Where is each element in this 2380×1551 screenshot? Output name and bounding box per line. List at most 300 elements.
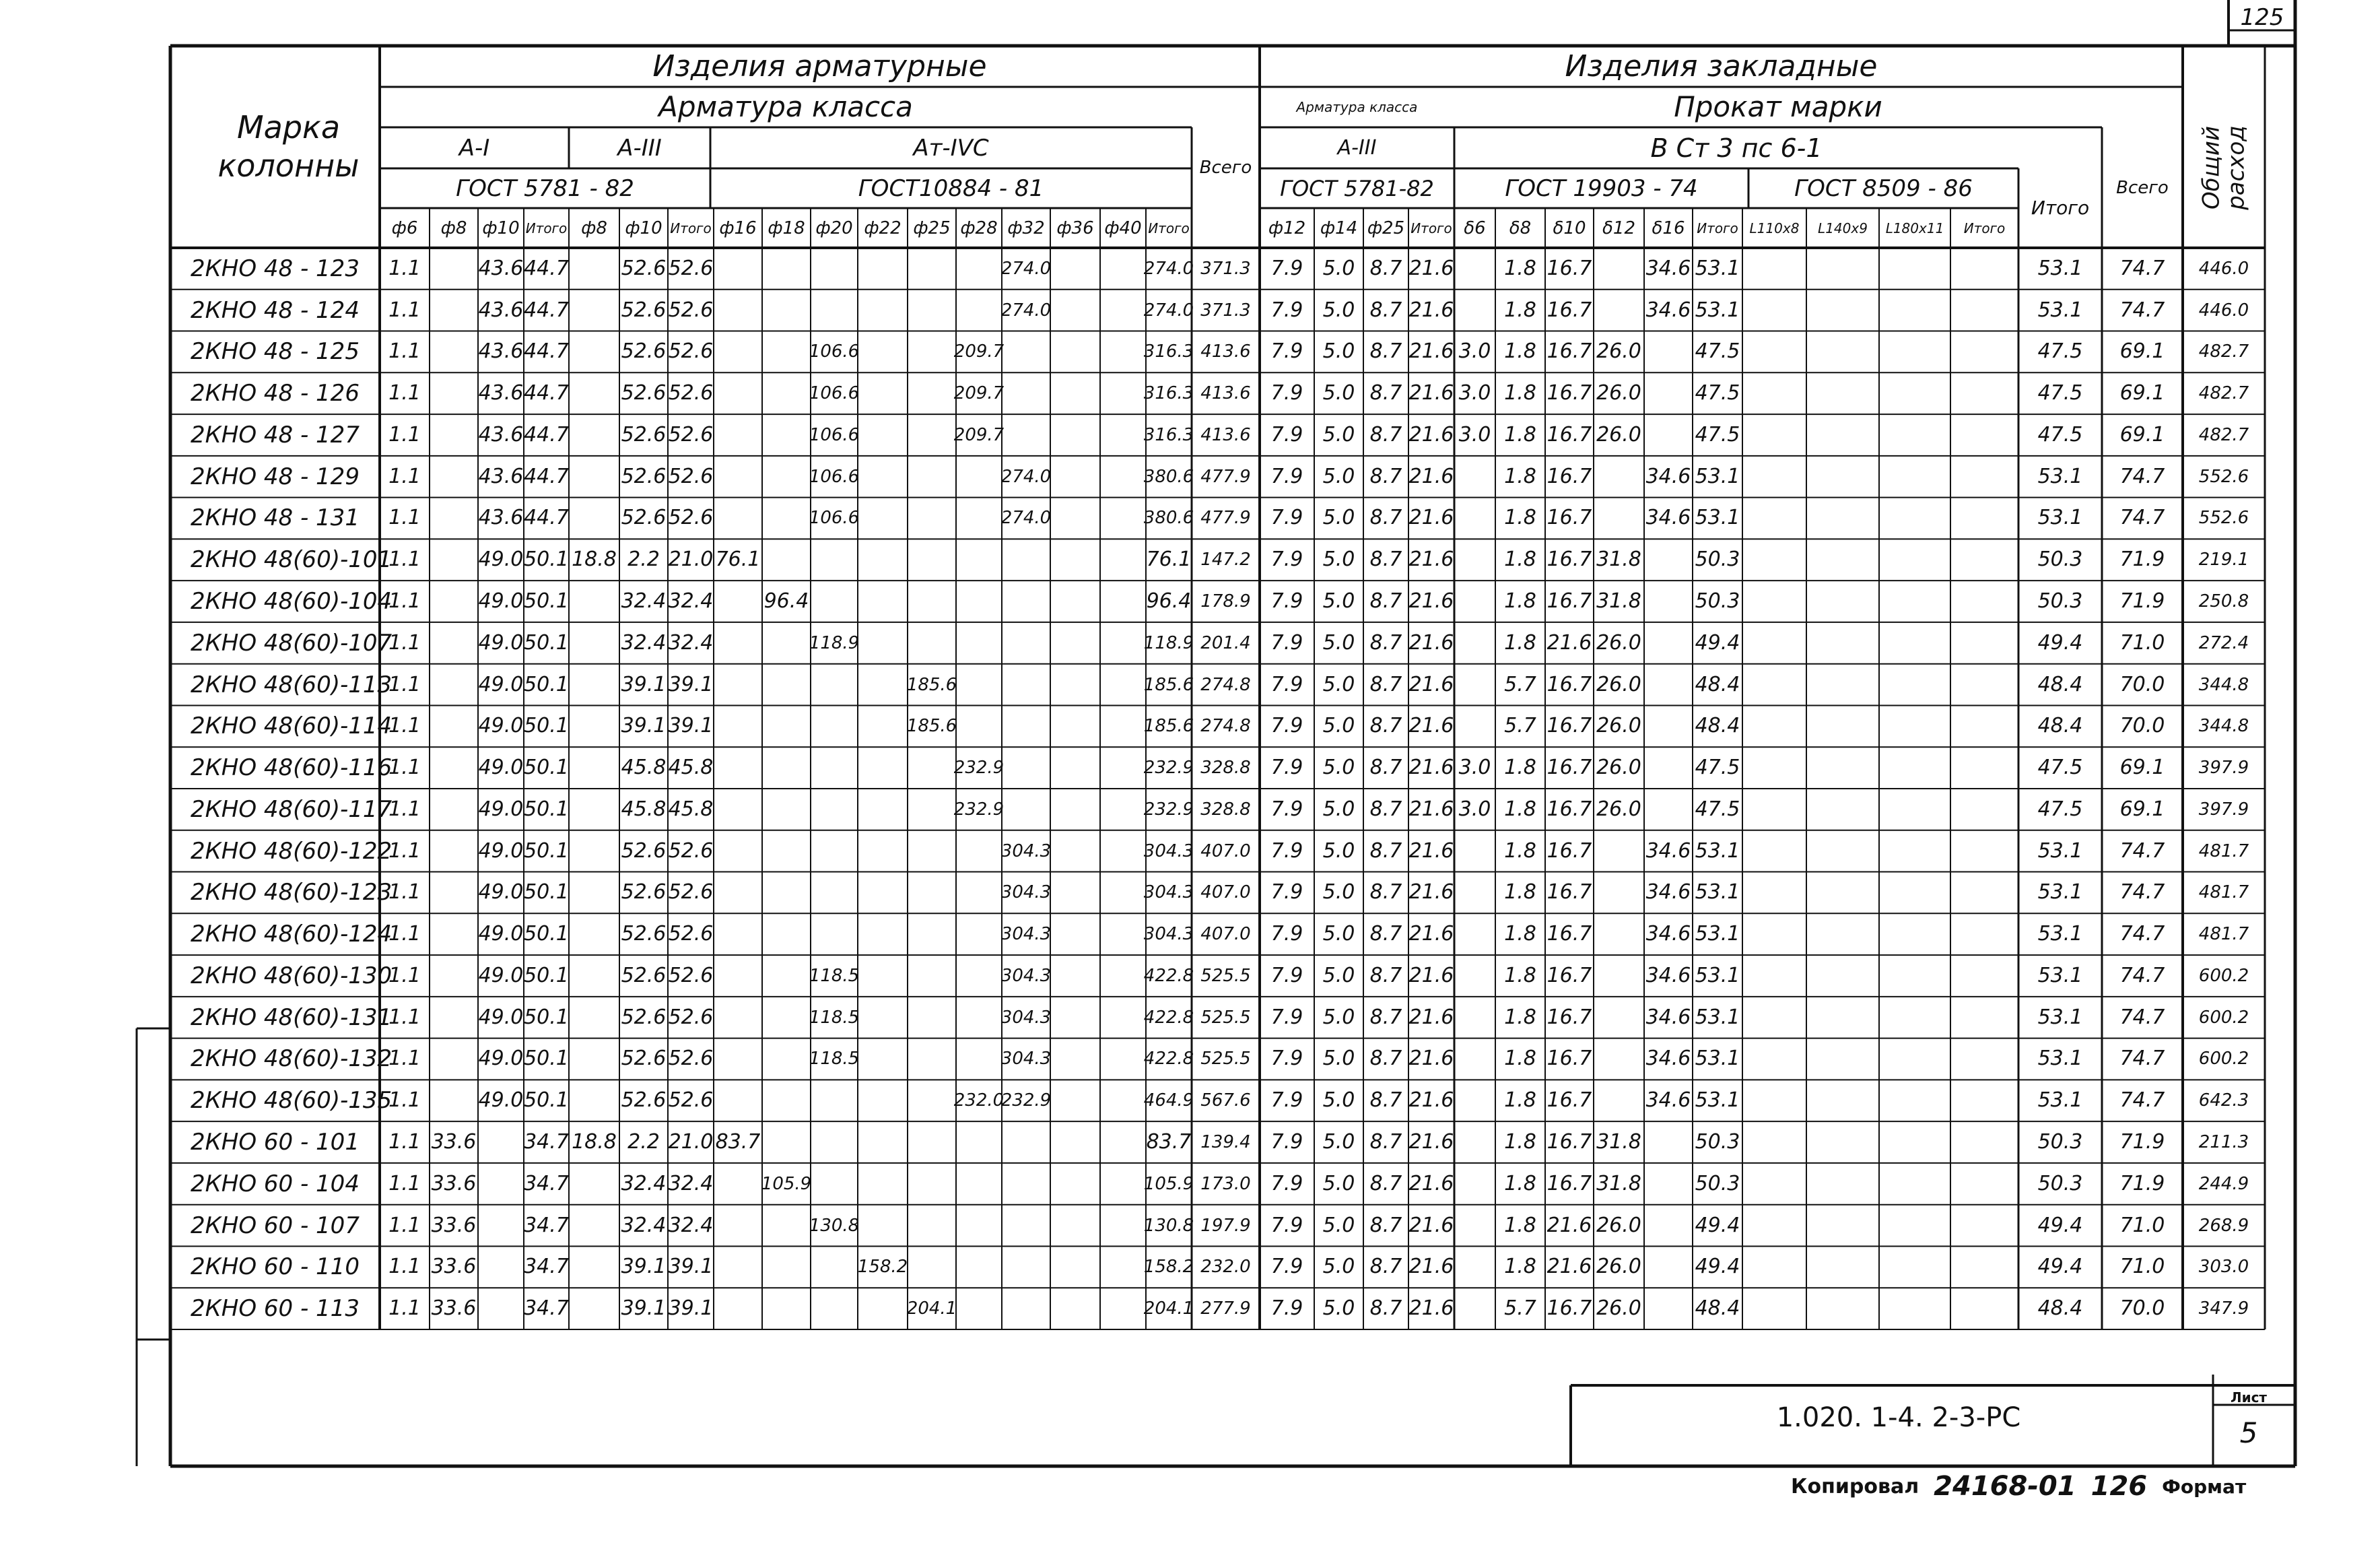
table-cell: 48.4 xyxy=(1695,672,1740,696)
table-cell: 49.0 xyxy=(478,714,524,738)
table-cell: 272.4 xyxy=(2198,632,2249,653)
table-cell: 74.7 xyxy=(2119,298,2165,322)
table-cell: 525.5 xyxy=(1200,965,1251,986)
table-cell: 71.0 xyxy=(2119,630,2165,655)
table-cell: 50.3 xyxy=(1695,589,1740,614)
row-mark: 2КНО 48 - 125 xyxy=(191,338,360,366)
table-cell: 50.3 xyxy=(1695,1171,1740,1195)
table-cell: 50.1 xyxy=(524,1047,569,1071)
table-cell: 16.7 xyxy=(1546,672,1592,696)
table-cell: 1.1 xyxy=(388,1213,421,1237)
table-cell: 1.1 xyxy=(388,756,421,780)
table-cell: 21.6 xyxy=(1408,756,1454,780)
table-cell: 74.7 xyxy=(2119,1047,2165,1071)
table-cell: 232.9 xyxy=(953,799,1005,820)
table-cell: 8.7 xyxy=(1369,256,1402,280)
table-cell: 1.8 xyxy=(1504,548,1536,572)
table-cell: 197.9 xyxy=(1200,1215,1251,1236)
table-cell: 53.1 xyxy=(1695,922,1740,946)
row-mark: 2КНО 48 - 126 xyxy=(191,380,360,407)
row-mark: 2КНО 48(60)-122 xyxy=(191,837,393,865)
table-cell: 1.8 xyxy=(1504,922,1536,946)
table-cell: 328.8 xyxy=(1200,758,1251,779)
table-cell: 8.7 xyxy=(1369,464,1402,488)
subcolumn-header: ф8 xyxy=(581,218,607,238)
table-cell: 7.9 xyxy=(1270,548,1303,572)
table-cell: 26.0 xyxy=(1596,339,1641,364)
subcolumn-header: Итого xyxy=(1410,220,1452,236)
table-cell: 44.7 xyxy=(524,381,569,405)
table-cell: 69.1 xyxy=(2119,756,2165,780)
table-cell: 52.6 xyxy=(668,1005,714,1029)
table-cell: 16.7 xyxy=(1546,298,1592,322)
table-cell: 21.6 xyxy=(1408,256,1454,280)
table-cell: 5.0 xyxy=(1322,838,1355,863)
table-cell: 1.8 xyxy=(1504,797,1536,821)
table-cell: 344.8 xyxy=(2198,716,2249,737)
table-cell: 53.1 xyxy=(1695,506,1740,530)
table-cell: 232.9 xyxy=(1143,758,1194,779)
table-cell: 26.0 xyxy=(1596,422,1641,447)
row-mark: 2КНО 48(60)-116 xyxy=(191,754,393,782)
table-cell: 304.3 xyxy=(1000,1049,1052,1069)
table-cell: 201.4 xyxy=(1200,632,1251,653)
table-cell: 277.9 xyxy=(1200,1298,1251,1319)
table-cell: 16.7 xyxy=(1546,963,1592,987)
table-cell: 52.6 xyxy=(621,339,667,364)
table-cell: 26.0 xyxy=(1596,1296,1641,1321)
table-cell: 52.6 xyxy=(621,1005,667,1029)
table-cell: 422.8 xyxy=(1143,1049,1194,1069)
table-cell: 49.0 xyxy=(478,1047,524,1071)
table-cell: 50.1 xyxy=(524,838,569,863)
table-cell: 31.8 xyxy=(1596,548,1641,572)
table-cell: 52.6 xyxy=(668,381,714,405)
row-mark: 2КНО 48(60)-124 xyxy=(191,921,393,948)
table-cell: 33.6 xyxy=(431,1171,477,1195)
table-cell: 53.1 xyxy=(2037,1088,2083,1113)
table-cell: 118.9 xyxy=(809,632,860,653)
table-cell: 47.5 xyxy=(2037,756,2083,780)
subcolumn-header: δ16 xyxy=(1652,218,1685,238)
table-cell: 52.6 xyxy=(668,506,714,530)
table-cell: 21.6 xyxy=(1546,630,1592,655)
table-cell: 70.0 xyxy=(2119,1296,2165,1321)
table-cell: 71.0 xyxy=(2119,1213,2165,1237)
table-cell: 52.6 xyxy=(668,464,714,488)
table-cell: 185.6 xyxy=(906,716,957,737)
table-cell: 48.4 xyxy=(2037,1296,2083,1321)
table-cell: 21.6 xyxy=(1408,838,1454,863)
table-cell: 16.7 xyxy=(1546,1088,1592,1113)
table-cell: 274.0 xyxy=(1000,466,1052,487)
table-cell: 26.0 xyxy=(1596,381,1641,405)
order-number: 24168-01 xyxy=(1934,1471,2076,1502)
table-cell: 1.1 xyxy=(388,1171,421,1195)
table-cell: 69.1 xyxy=(2119,422,2165,447)
table-cell: 74.7 xyxy=(2119,880,2165,904)
table-cell: 21.6 xyxy=(1408,464,1454,488)
table-cell: 45.8 xyxy=(668,797,714,821)
table-cell: 7.9 xyxy=(1270,756,1303,780)
table-cell: 39.1 xyxy=(621,672,667,696)
table-cell: 209.7 xyxy=(953,424,1005,445)
row-mark: 2КНО 48(60)-135 xyxy=(191,1087,393,1115)
table-cell: 1.8 xyxy=(1504,1047,1536,1071)
table-cell: 464.9 xyxy=(1143,1090,1194,1111)
table-cell: 39.1 xyxy=(668,714,714,738)
table-cell: 209.7 xyxy=(953,383,1005,404)
table-cell: 304.3 xyxy=(1000,840,1052,861)
table-cell: 7.9 xyxy=(1270,339,1303,364)
table-cell: 50.3 xyxy=(1695,1130,1740,1154)
table-cell: 5.0 xyxy=(1322,922,1355,946)
table-cell: 211.3 xyxy=(2198,1132,2249,1153)
table-cell: 232.9 xyxy=(1143,799,1194,820)
table-cell: 32.4 xyxy=(668,1213,714,1237)
table-cell: 48.4 xyxy=(1695,1296,1740,1321)
table-cell: 5.0 xyxy=(1322,797,1355,821)
table-cell: 7.9 xyxy=(1270,797,1303,821)
table-cell: 7.9 xyxy=(1270,838,1303,863)
table-cell: 600.2 xyxy=(2198,1049,2249,1069)
table-cell: 34.6 xyxy=(1645,1005,1691,1029)
subcolumn-header: ф12 xyxy=(1268,218,1306,238)
table-cell: 567.6 xyxy=(1200,1090,1251,1111)
table-cell: 21.6 xyxy=(1408,797,1454,821)
table-cell: 7.9 xyxy=(1270,298,1303,322)
table-cell: 8.7 xyxy=(1369,339,1402,364)
table-cell: 5.0 xyxy=(1322,1171,1355,1195)
table-cell: 50.3 xyxy=(1695,548,1740,572)
table-cell: 43.6 xyxy=(478,298,524,322)
row-mark: 2КНО 48(60)-117 xyxy=(191,795,393,823)
table-cell: 44.7 xyxy=(524,339,569,364)
table-cell: 32.4 xyxy=(668,1171,714,1195)
table-cell: 481.7 xyxy=(2198,882,2249,903)
table-cell: 53.1 xyxy=(1695,1047,1740,1071)
table-cell: 52.6 xyxy=(668,422,714,447)
table-cell: 8.7 xyxy=(1369,963,1402,987)
table-cell: 1.1 xyxy=(388,714,421,738)
table-cell: 204.1 xyxy=(906,1298,957,1319)
subcolumn-header: ф36 xyxy=(1056,218,1094,238)
table-cell: 39.1 xyxy=(621,1255,667,1279)
table-cell: 39.1 xyxy=(668,672,714,696)
table-cell: 8.7 xyxy=(1369,589,1402,614)
row-mark: 2КНО 60 - 107 xyxy=(191,1212,360,1239)
table-cell: 53.1 xyxy=(2037,464,2083,488)
table-cell: 482.7 xyxy=(2198,424,2249,445)
subcolumn-header: ф16 xyxy=(719,218,757,238)
table-cell: 53.1 xyxy=(1695,963,1740,987)
table-cell: 642.3 xyxy=(2198,1090,2249,1111)
subcolumn-header: L140x9 xyxy=(1818,220,1868,236)
table-cell: 74.7 xyxy=(2119,464,2165,488)
table-cell: 21.6 xyxy=(1408,1088,1454,1113)
table-cell: 413.6 xyxy=(1200,341,1251,362)
table-cell: 50.1 xyxy=(524,922,569,946)
table-cell: 21.6 xyxy=(1546,1213,1592,1237)
row-mark: 2КНО 48(60)-132 xyxy=(191,1045,393,1073)
table-cell: 47.5 xyxy=(2037,381,2083,405)
subcolumn-header: δ12 xyxy=(1602,218,1635,238)
table-cell: 16.7 xyxy=(1546,422,1592,447)
table-cell: 39.1 xyxy=(621,714,667,738)
table-cell: 21.6 xyxy=(1408,381,1454,405)
subcolumn-header: ф22 xyxy=(864,218,902,238)
overall-consumption-header: Общий расход xyxy=(2197,125,2249,210)
table-cell: 71.9 xyxy=(2119,1130,2165,1154)
table-cell: 34.6 xyxy=(1645,506,1691,530)
embedded-total-header: Всего xyxy=(2116,177,2169,198)
table-cell: 274.8 xyxy=(1200,674,1251,695)
table-cell: 21.6 xyxy=(1408,672,1454,696)
table-cell: 1.1 xyxy=(388,1255,421,1279)
table-cell: 50.1 xyxy=(524,589,569,614)
subcolumn-header: δ6 xyxy=(1464,218,1486,238)
table-cell: 477.9 xyxy=(1200,466,1251,487)
table-cell: 525.5 xyxy=(1200,1049,1251,1069)
table-cell: 7.9 xyxy=(1270,1005,1303,1029)
table-cell: 74.7 xyxy=(2119,1088,2165,1113)
table-cell: 147.2 xyxy=(1200,550,1251,570)
table-cell: 52.6 xyxy=(621,963,667,987)
table-cell: 83.7 xyxy=(1146,1130,1192,1154)
table-cell: 1.8 xyxy=(1504,381,1536,405)
table-cell: 71.9 xyxy=(2119,1171,2165,1195)
table-cell: 50.1 xyxy=(524,797,569,821)
table-cell: 5.0 xyxy=(1322,589,1355,614)
table-cell: 47.5 xyxy=(1695,422,1740,447)
table-cell: 1.1 xyxy=(388,381,421,405)
table-cell: 21.6 xyxy=(1408,963,1454,987)
table-cell: 48.4 xyxy=(2037,672,2083,696)
table-cell: 16.7 xyxy=(1546,464,1592,488)
subcolumn-header: ф28 xyxy=(960,218,998,238)
table-cell: 26.0 xyxy=(1596,1255,1641,1279)
table-cell: 1.1 xyxy=(388,548,421,572)
table-cell: 16.7 xyxy=(1546,1296,1592,1321)
table-cell: 274.0 xyxy=(1143,258,1194,279)
table-cell: 70.0 xyxy=(2119,672,2165,696)
table-cell: 50.3 xyxy=(2037,1171,2083,1195)
table-cell: 8.7 xyxy=(1369,880,1402,904)
subcolumn-header: ф18 xyxy=(768,218,805,238)
table-cell: 16.7 xyxy=(1546,1005,1592,1029)
table-cell: 1.1 xyxy=(388,922,421,946)
table-cell: 49.4 xyxy=(2037,630,2083,655)
table-cell: 53.1 xyxy=(1695,880,1740,904)
table-cell: 7.9 xyxy=(1270,714,1303,738)
gost-19903-header: ГОСТ 19903 - 74 xyxy=(1505,174,1698,202)
table-cell: 1.1 xyxy=(388,256,421,280)
table-cell: 5.0 xyxy=(1322,880,1355,904)
table-cell: 204.1 xyxy=(1143,1298,1194,1319)
table-cell: 52.6 xyxy=(668,963,714,987)
table-cell: 173.0 xyxy=(1200,1173,1251,1194)
table-cell: 43.6 xyxy=(478,422,524,447)
table-cell: 304.3 xyxy=(1000,882,1052,903)
table-cell: 53.1 xyxy=(2037,880,2083,904)
table-cell: 185.6 xyxy=(1143,716,1194,737)
table-cell: 32.4 xyxy=(668,630,714,655)
table-cell: 26.0 xyxy=(1596,797,1641,821)
table-cell: 53.1 xyxy=(2037,256,2083,280)
table-cell: 8.7 xyxy=(1369,1171,1402,1195)
subcolumn-header: Итого xyxy=(1148,220,1190,236)
table-cell: 49.0 xyxy=(478,1005,524,1029)
table-cell: 8.7 xyxy=(1369,1213,1402,1237)
table-cell: 43.6 xyxy=(478,381,524,405)
table-cell: 52.6 xyxy=(668,1088,714,1113)
table-cell: 52.6 xyxy=(621,922,667,946)
table-cell: 5.7 xyxy=(1504,672,1536,696)
gost-5781-header: ГОСТ 5781 - 82 xyxy=(456,174,634,202)
table-cell: 1.8 xyxy=(1504,838,1536,863)
table-cell: 69.1 xyxy=(2119,797,2165,821)
table-cell: 106.6 xyxy=(809,341,860,362)
table-cell: 34.7 xyxy=(524,1255,569,1279)
group-header-embedded: Изделия закладные xyxy=(1565,48,1878,84)
table-cell: 316.3 xyxy=(1143,341,1194,362)
table-cell: 21.6 xyxy=(1408,1171,1454,1195)
rolled-steel-header: Прокат марки xyxy=(1674,90,1882,123)
table-cell: 47.5 xyxy=(2037,797,2083,821)
table-cell: 7.9 xyxy=(1270,464,1303,488)
table-cell: 50.1 xyxy=(524,548,569,572)
table-cell: 7.9 xyxy=(1270,672,1303,696)
table-cell: 106.6 xyxy=(809,508,860,529)
table-cell: 344.8 xyxy=(2198,674,2249,695)
table-cell: 304.3 xyxy=(1000,965,1052,986)
table-cell: 16.7 xyxy=(1546,548,1592,572)
table-cell: 1.1 xyxy=(388,589,421,614)
table-cell: 83.7 xyxy=(715,1130,761,1154)
table-cell: 1.8 xyxy=(1504,1088,1536,1113)
subcolumn-header: ф10 xyxy=(482,218,520,238)
table-cell: 52.6 xyxy=(621,298,667,322)
table-cell: 5.0 xyxy=(1322,1088,1355,1113)
table-cell: 76.1 xyxy=(1146,548,1192,572)
table-cell: 49.0 xyxy=(478,672,524,696)
table-cell: 1.1 xyxy=(388,838,421,863)
table-cell: 5.7 xyxy=(1504,714,1536,738)
table-cell: 7.9 xyxy=(1270,422,1303,447)
table-cell: 34.7 xyxy=(524,1296,569,1321)
table-cell: 52.6 xyxy=(668,339,714,364)
table-cell: 48.4 xyxy=(1695,714,1740,738)
table-cell: 33.6 xyxy=(431,1130,477,1154)
table-cell: 52.6 xyxy=(621,1047,667,1071)
table-cell: 43.6 xyxy=(478,506,524,530)
table-cell: 481.7 xyxy=(2198,840,2249,861)
table-cell: 5.0 xyxy=(1322,1213,1355,1237)
row-mark: 2КНО 48(60)-114 xyxy=(191,713,393,740)
table-cell: 69.1 xyxy=(2119,381,2165,405)
table-cell: 274.0 xyxy=(1000,300,1052,321)
row-mark: 2КНО 48 - 131 xyxy=(191,504,360,532)
table-cell: 8.7 xyxy=(1369,298,1402,322)
table-cell: 1.1 xyxy=(388,298,421,322)
row-mark: 2КНО 48 - 123 xyxy=(191,255,360,282)
table-cell: 49.4 xyxy=(1695,630,1740,655)
table-cell: 250.8 xyxy=(2198,591,2249,612)
table-cell: 53.1 xyxy=(1695,838,1740,863)
table-cell: 76.1 xyxy=(715,548,761,572)
subcolumn-header: ф25 xyxy=(1367,218,1405,238)
table-cell: 34.6 xyxy=(1645,298,1691,322)
subcolumn-header: δ10 xyxy=(1553,218,1586,238)
page-number: 125 xyxy=(2240,4,2284,31)
embedded-gost-5781-header: ГОСТ 5781-82 xyxy=(1280,175,1434,201)
subcolumn-header: ф8 xyxy=(440,218,467,238)
table-cell: 8.7 xyxy=(1369,922,1402,946)
table-cell: 16.7 xyxy=(1546,256,1592,280)
table-cell: 31.8 xyxy=(1596,1130,1641,1154)
table-cell: 7.9 xyxy=(1270,963,1303,987)
table-cell: 21.6 xyxy=(1408,298,1454,322)
table-cell: 7.9 xyxy=(1270,1171,1303,1195)
table-cell: 8.7 xyxy=(1369,838,1402,863)
table-cell: 1.1 xyxy=(388,797,421,821)
table-cell: 407.0 xyxy=(1200,840,1251,861)
table-cell: 39.1 xyxy=(668,1296,714,1321)
table-cell: 71.9 xyxy=(2119,589,2165,614)
table-cell: 53.1 xyxy=(2037,838,2083,863)
table-cell: 5.0 xyxy=(1322,298,1355,322)
row-mark: 2КНО 48(60)-113 xyxy=(191,671,393,698)
table-cell: 600.2 xyxy=(2198,965,2249,986)
table-cell: 347.9 xyxy=(2198,1298,2249,1319)
table-cell: 1.8 xyxy=(1504,1005,1536,1029)
sheet-number: 5 xyxy=(2239,1416,2258,1449)
sheet-label: Лист xyxy=(2230,1389,2268,1406)
table-cell: 3.0 xyxy=(1458,381,1491,405)
table-cell: 5.0 xyxy=(1322,464,1355,488)
table-cell: 53.1 xyxy=(1695,1005,1740,1029)
table-cell: 1.1 xyxy=(388,1047,421,1071)
table-cell: 52.6 xyxy=(621,381,667,405)
table-cell: 49.4 xyxy=(1695,1255,1740,1279)
table-cell: 1.1 xyxy=(388,506,421,530)
format-label: Формат xyxy=(2162,1475,2247,1498)
table-cell: 422.8 xyxy=(1143,1007,1194,1028)
table-cell: 45.8 xyxy=(668,756,714,780)
table-cell: 158.2 xyxy=(857,1257,908,1278)
table-cell: 53.1 xyxy=(2037,1047,2083,1071)
table-cell: 32.4 xyxy=(621,1213,667,1237)
table-cell: 47.5 xyxy=(1695,381,1740,405)
table-cell: 8.7 xyxy=(1369,1255,1402,1279)
row-mark: 2КНО 48(60)-107 xyxy=(191,629,393,657)
table-cell: 1.1 xyxy=(388,422,421,447)
table-cell: 33.6 xyxy=(431,1255,477,1279)
table-cell: 5.0 xyxy=(1322,672,1355,696)
table-cell: 50.1 xyxy=(524,1088,569,1113)
table-cell: 5.0 xyxy=(1322,1255,1355,1279)
subcolumn-header: Итого xyxy=(670,220,712,236)
table-cell: 118.5 xyxy=(809,1007,860,1028)
table-cell: 8.7 xyxy=(1369,797,1402,821)
table-cell: 209.7 xyxy=(953,341,1005,362)
table-cell: 1.1 xyxy=(388,880,421,904)
table-cell: 407.0 xyxy=(1200,924,1251,945)
table-cell: 18.8 xyxy=(572,1130,617,1154)
table-cell: 178.9 xyxy=(1200,591,1251,612)
table-cell: 105.9 xyxy=(1143,1173,1194,1194)
table-cell: 8.7 xyxy=(1369,630,1402,655)
